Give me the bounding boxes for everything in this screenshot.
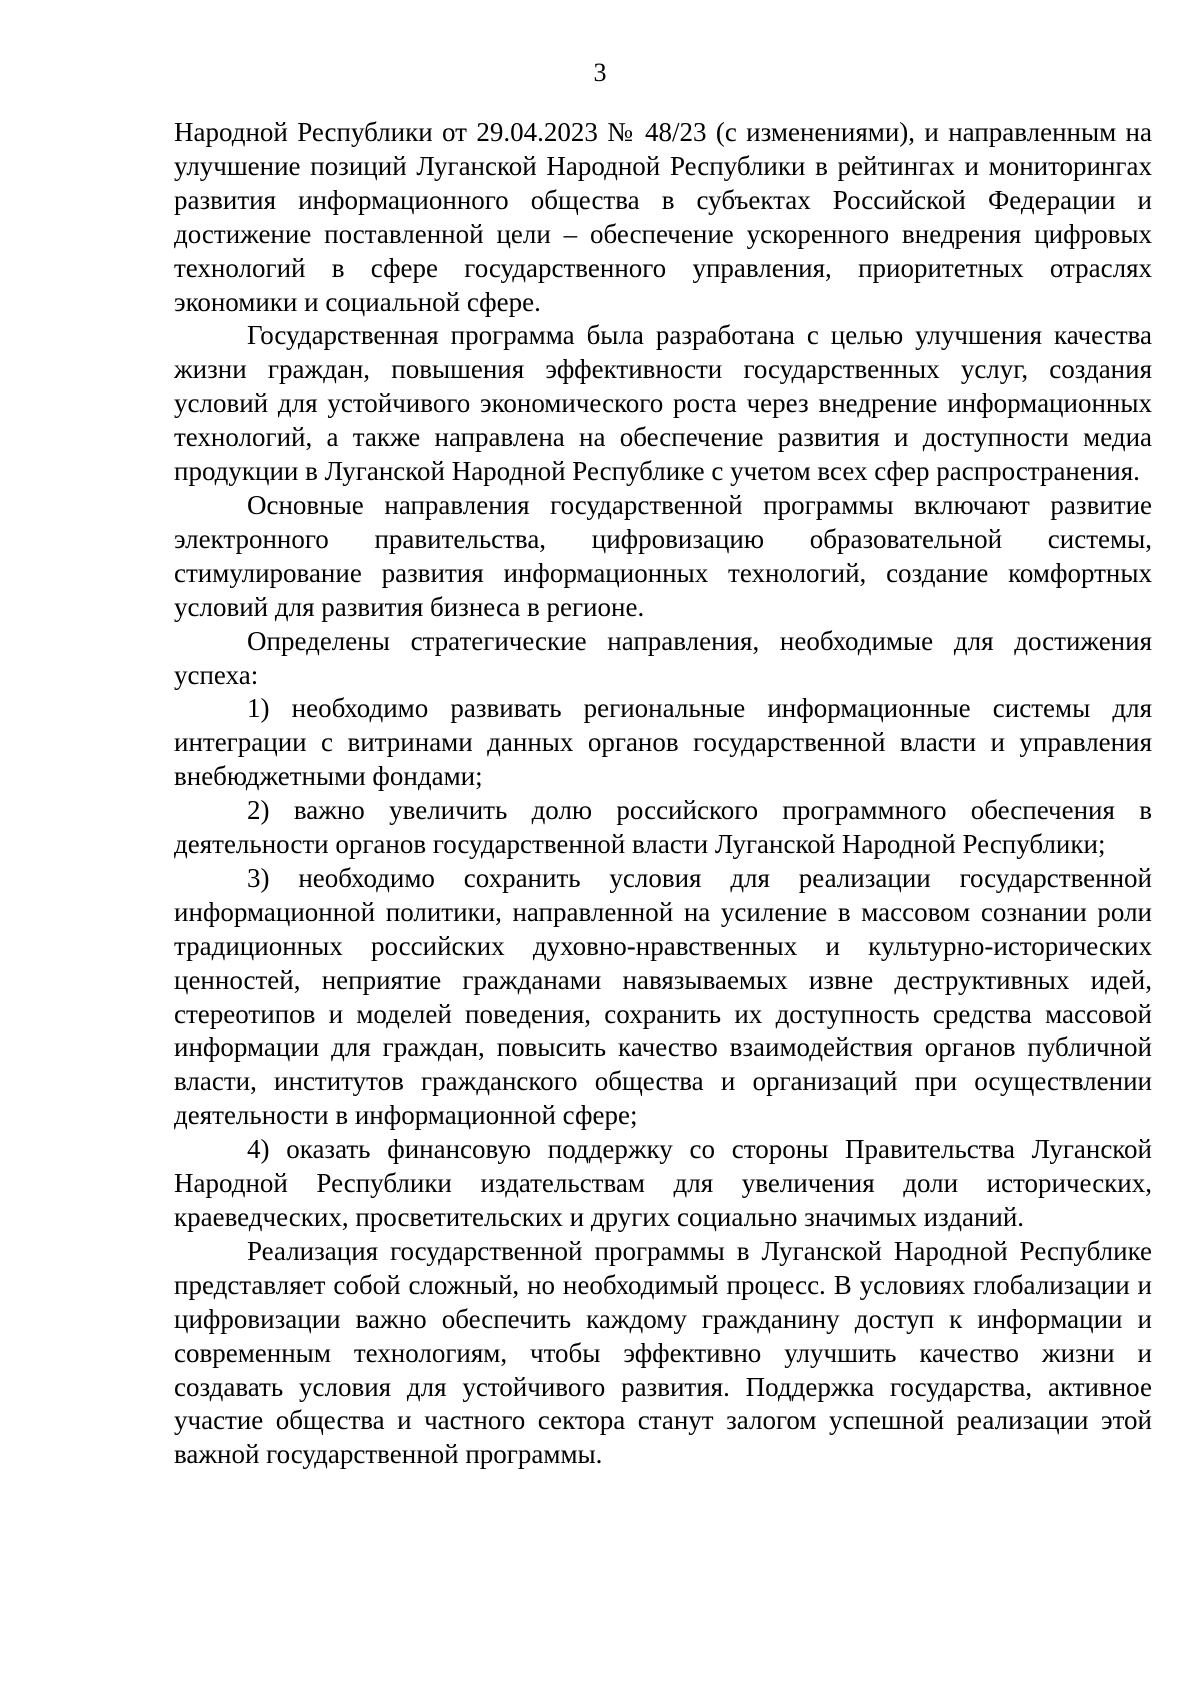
paragraph-5: Реализация государственной программы в Луганской Народной Республике представляет собой сложный, но необходимый процесс. В условиях глобализации и цифровизации важно обеспечить каждому гражданину доступ к информации и современным технологиям, чтобы эффективно улучшить качество жизни и создавать условия для устойчивого развития. Поддержка государства, активное участие общества и частного сектора станут залогом успешной реализации этой важной государственной программы.: [174, 1235, 1152, 1470]
paragraph-2: Государственная программа была разработана с целью улучшения качества жизни граждан, повышения эффективности государственных услуг, создания условий для устойчивого экономического роста через внедрение информационных технологий, а также направлена на обеспечение развития и доступности медиа продукции в Луганской Народной Республике с учетом всех сфер распространения.: [174, 320, 1152, 487]
paragraph-4: Определены стратегические направления, необходимые для достижения успеха:: [174, 625, 1152, 690]
list-item-4: 4) оказать финансовую поддержку со стороны Правительства Луганской Народной Республики издательствам для увеличения доли исторических, краеведческих, просветительских и других социально значимых изданий.: [174, 1134, 1152, 1232]
paragraph-1: Народной Республики от 29.04.2023 № 48/23 (с изменениями), и направленным на улучшение позиций Луганской Народной Республики в рейтингах и мониторингах развития информационного общества в субъектах Российской Федерации и достижение поставленной цели – обеспечение ускоренного внедрения цифровых технологий в сфере государственного управления, приоритетных отраслях экономики и социальной сфере.: [174, 117, 1152, 317]
list-item-1: 1) необходимо развивать региональные информационные системы для интеграции с витринами данных органов государственной власти и управления внебюджетными фондами;: [174, 693, 1152, 792]
document-body: [174, 116, 1152, 1472]
page-number: 3: [593, 58, 607, 87]
paragraph-3: Основные направления государственной программы включают развитие электронного правительства, цифровизацию образовательной системы, стимулирование развития информационных технологий, создание комфортных условий для развития бизнеса в регионе.: [174, 489, 1152, 622]
list-item-2: 2) важно увеличить долю российского программного обеспечения в деятельности органов государственной власти Луганской Народной Республики;: [174, 795, 1152, 860]
list-item-3: 3) необходимо сохранить условия для реализации государственной информационной политики, направленной на усиление в массовом сознании роли традиционных российских духовно-нравственных и культурно-исторических ценностей, неприятие гражданами навязываемых извне деструктивных идей, стереотипов и моделей поведения, сохранить их доступность средства массовой информации для граждан, повысить качество взаимодействия органов публичной власти, институтов гражданского общества и организаций при осуществлении деятельности в информационной сфере;: [174, 862, 1152, 1131]
